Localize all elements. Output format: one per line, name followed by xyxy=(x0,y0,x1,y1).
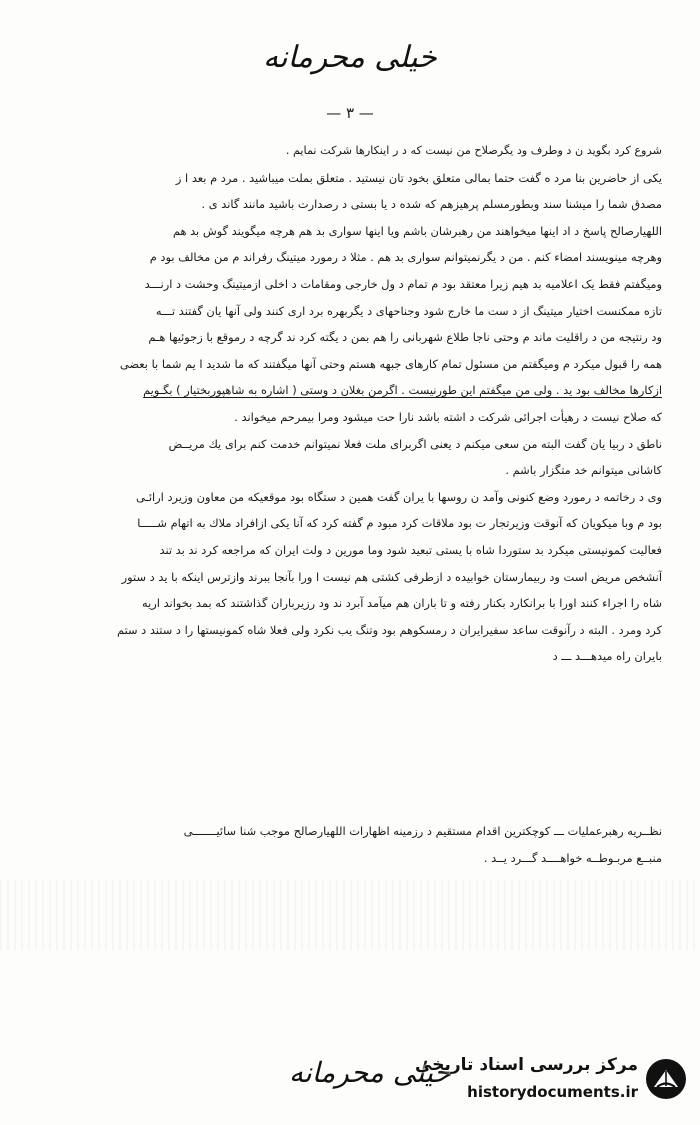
archive-watermark xyxy=(415,1049,688,1111)
text-line: شروع کرد بگوید ن د وطرف ود یگرصلاح من نیست که د ر اینکارها شرکت نمایم . xyxy=(285,144,662,157)
text-line: ود رنتیجه من د راقلیت ماند م وحتی ناجا طلاع شهربانی را هم بمن د یگته کرد ند گرچه د رموقع با زجوئیها هـم xyxy=(148,330,662,345)
text-line: وهرچه مینویسند امضاء کنم . من د یگرنمیتوانم سواری بد هم . مثلا د رمورد میتینگ رفراند م من مخالف بود م xyxy=(149,250,662,265)
text-line: شاه را اجراء کنند اورا با برانکارد بکنار رفته و تا باران هم میآمد آبرد ند ود رزیرباران گذاشتند که بمد بخواند اریه xyxy=(142,596,662,611)
text-line: کرد ومرد . البته د رآنوقت ساعد سفیرایران د رمسکوهم بود وتنگ یب نکرد ولی فعلا شاه کمونیستها را د ستند د ستم xyxy=(117,622,662,637)
text-line: آنشخص مریض است ود ربیمارستان خوابیده د ازطرفی کشتی هم نیست ا ورا بآنجا ببرند وازترس اینکه با ید د ستور xyxy=(121,569,662,584)
text-line: همه را قبول میکرد م ومیگفتم من مسئول تمام کارهای جبهه هستم وحتی آنها میگفتند که ما شدید ا یم شما با بعضی xyxy=(119,356,662,371)
text-line: فعالیت کمونیستی میکرد بد ستوردا شاه با یستی تبعید شود وما مورین د ولت ایران که مراجعه کرد ند بد تند xyxy=(159,542,662,557)
paragraph-2 xyxy=(42,218,662,431)
paragraph-3 xyxy=(42,431,662,484)
text-line: وی د رخاتمه د رمورد وضع کنونی وآمد ن روسها با یران گفت همین د ستگاه بود موقعیکه من معاون وزیرد ارائـی xyxy=(136,489,662,504)
text-line: تازه ممکنست اختیار میتینگ از د ست ما خارج شود وجناحهای د یگربهره برد اری کنند ولی آنها یان گفتند تـــه xyxy=(155,303,662,318)
text-line: بایران راه میدهـــد ـــ د xyxy=(552,649,662,664)
scan-smudge xyxy=(0,880,700,950)
text-line: که صلاح نیست د رهیأت اجرائی شرکت د اشته باشد نارا حت میشود ومرا بیمرحم میخواند . xyxy=(234,409,662,424)
archive-name: مرکز بررسی اسناد تاریخی xyxy=(415,1055,638,1075)
paragraph-4 xyxy=(42,484,662,670)
text-line: منبــع مربـوطــه خواهــــد گـــرد یــد . xyxy=(483,850,662,865)
classification-stamp-bottom: خیلی محرمانه xyxy=(288,1056,452,1089)
book-logo-icon xyxy=(644,1057,688,1101)
paragraph-1 xyxy=(42,138,662,218)
text-line-underlined: ازکارها مخالف بود ید . ولی من میگفتم این طورنیست . اگرمن بغلان د وستی ( اشاره به شاهپوربختیار ) بگـویم xyxy=(143,383,662,398)
text-line: ومیگفتم فقط یک اعلامیه بد هیم زیرا معتقد بود م تمام د ول خارجی ومقامات د اخلی ازمیتینگ وحشت د ارنـــد xyxy=(144,276,662,291)
archive-url: historydocuments.ir xyxy=(467,1083,638,1101)
text-line: نظــریه رهبرعملیات ـــ کوچکترین اقدام مستقیم د رزمینه اظهارات اللهیارصالح موجب شنا سائیـــــــی xyxy=(183,824,662,838)
text-line: یکی از حاضرین بنا مرد ه گفت حتما بمالی متعلق بخود تان نیستید . متعلق بملت میباشید . مرد م بعد ا ز xyxy=(175,170,662,185)
classification-stamp-top: خیلی محرمانه xyxy=(263,40,437,75)
text-line: مصدق شما را میشنا سند وبطورمسلم پرهیزهم که شده د یا بستی د رصدارت باشید مانند گاند ی . xyxy=(201,197,662,212)
text-line: ناطق د ربیا یان گفت البته من سعی میکنم د یعنی اگربرای ملت فعلا نمیتوانم خدمت کنم برای یك مریــض xyxy=(168,436,662,451)
text-line: بود م وبا میکویان که آنوقت وزیرتجار ت بود ملاقات کرد مبود م گفته کرد که آنا یکی ازافراد ملاك به اتهام شـــــا xyxy=(137,516,662,531)
handler-assessment xyxy=(42,818,662,871)
text-line: کاشانی میتوانم خد متگزار باشم . xyxy=(505,463,662,478)
document-body xyxy=(42,138,662,670)
page-number: — ٣ — xyxy=(326,104,374,122)
text-line: اللهیارصالح پاسخ د اد اینها میخواهند من رهبرشان باشم ویا اینها سواری بد هم هرچه میگویند گوش بد هم xyxy=(172,223,662,238)
